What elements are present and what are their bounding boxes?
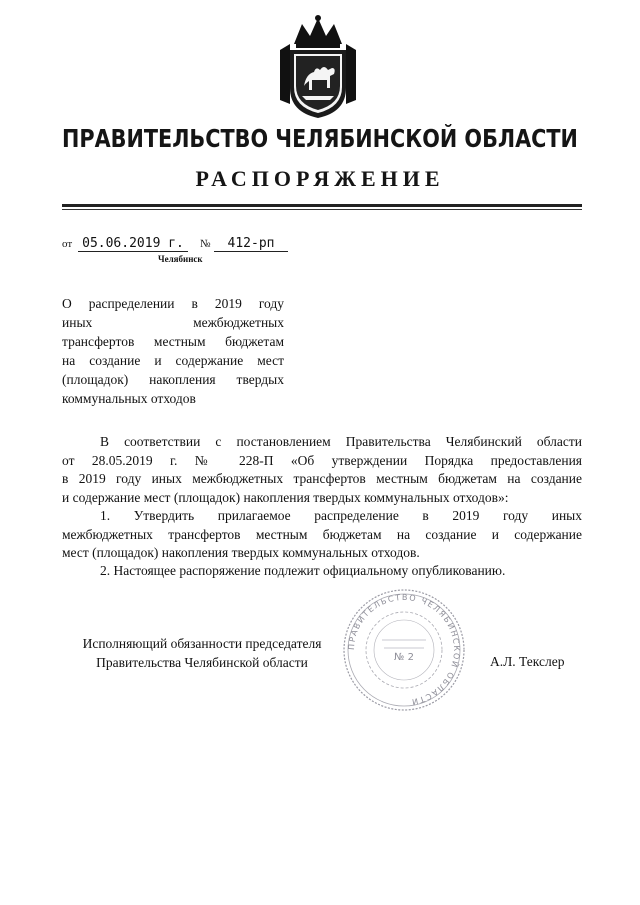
coat-of-arms-icon: [272, 14, 364, 122]
date-label: от: [62, 238, 73, 250]
number-label: №: [200, 238, 211, 250]
official-seal-stamp: [340, 588, 468, 712]
preamble-line: от 28.05.2019 г. № 228-П «Об утверждении Порядка предоставления: [62, 452, 582, 468]
signatory-position: [62, 634, 342, 672]
signatory-name: А.Л. Текслер: [490, 654, 565, 669]
item-line: 2. Настоящее распоряжение подлежит официальному опубликованию.: [100, 563, 506, 578]
date-value: 05.06.2019 г.: [78, 236, 188, 252]
position-line: Исполняющий обязанности председателя: [82, 636, 322, 651]
subject-line: О распределении в 2019 году: [62, 296, 284, 311]
position-line: Правительства Челябинской области: [96, 655, 308, 670]
header-divider-thick: [62, 204, 582, 207]
registration-line: [62, 234, 362, 254]
number-value: 412-рп: [214, 236, 288, 252]
stamp-number: № 2: [394, 652, 414, 663]
document-subject: [62, 294, 284, 408]
preamble-line: в 2019 году иных межбюджетных трансфертов местным бюджетам на создание: [62, 471, 582, 486]
item-line: мест (площадок) накопления твердых коммунальных отходов.: [62, 545, 420, 560]
preamble-line: и содержание мест (площадок) накопления твердых коммунальных отходов»:: [62, 489, 509, 505]
subject-line: иных межбюджетных: [62, 315, 284, 330]
subject-line: на создание и содержание мест: [62, 353, 284, 368]
order-item-1: [62, 507, 582, 563]
preamble-line: В соответствии с постановлением Правительства Челябинский области: [100, 434, 582, 449]
preamble-paragraph: [62, 433, 582, 507]
item-line: 1. Утвердить прилагаемое распределение в 2019 году иных: [100, 508, 582, 523]
document-type-heading: РАСПОРЯЖЕНИЕ: [195, 166, 445, 191]
stamp-ring-text: ПРАВИТЕЛЬСТВО ЧЕЛЯБИНСКОЙ ОБЛАСТИ: [346, 592, 462, 707]
order-item-2: [62, 562, 582, 581]
issue-city: Челябинск: [158, 254, 203, 264]
subject-line: коммунальных отходов: [62, 391, 196, 406]
subject-line: трансфертов местным бюджетам: [62, 334, 284, 349]
subject-line: (площадок) накопления твердых: [62, 372, 284, 387]
government-title: ПРАВИТЕЛЬСТВО ЧЕЛЯБИНСКОЙ ОБЛАСТИ: [62, 124, 578, 153]
header-divider-thin: [62, 209, 582, 210]
item-line: межбюджетных трансфертов местным бюджетам на создание и содержание: [62, 526, 582, 542]
